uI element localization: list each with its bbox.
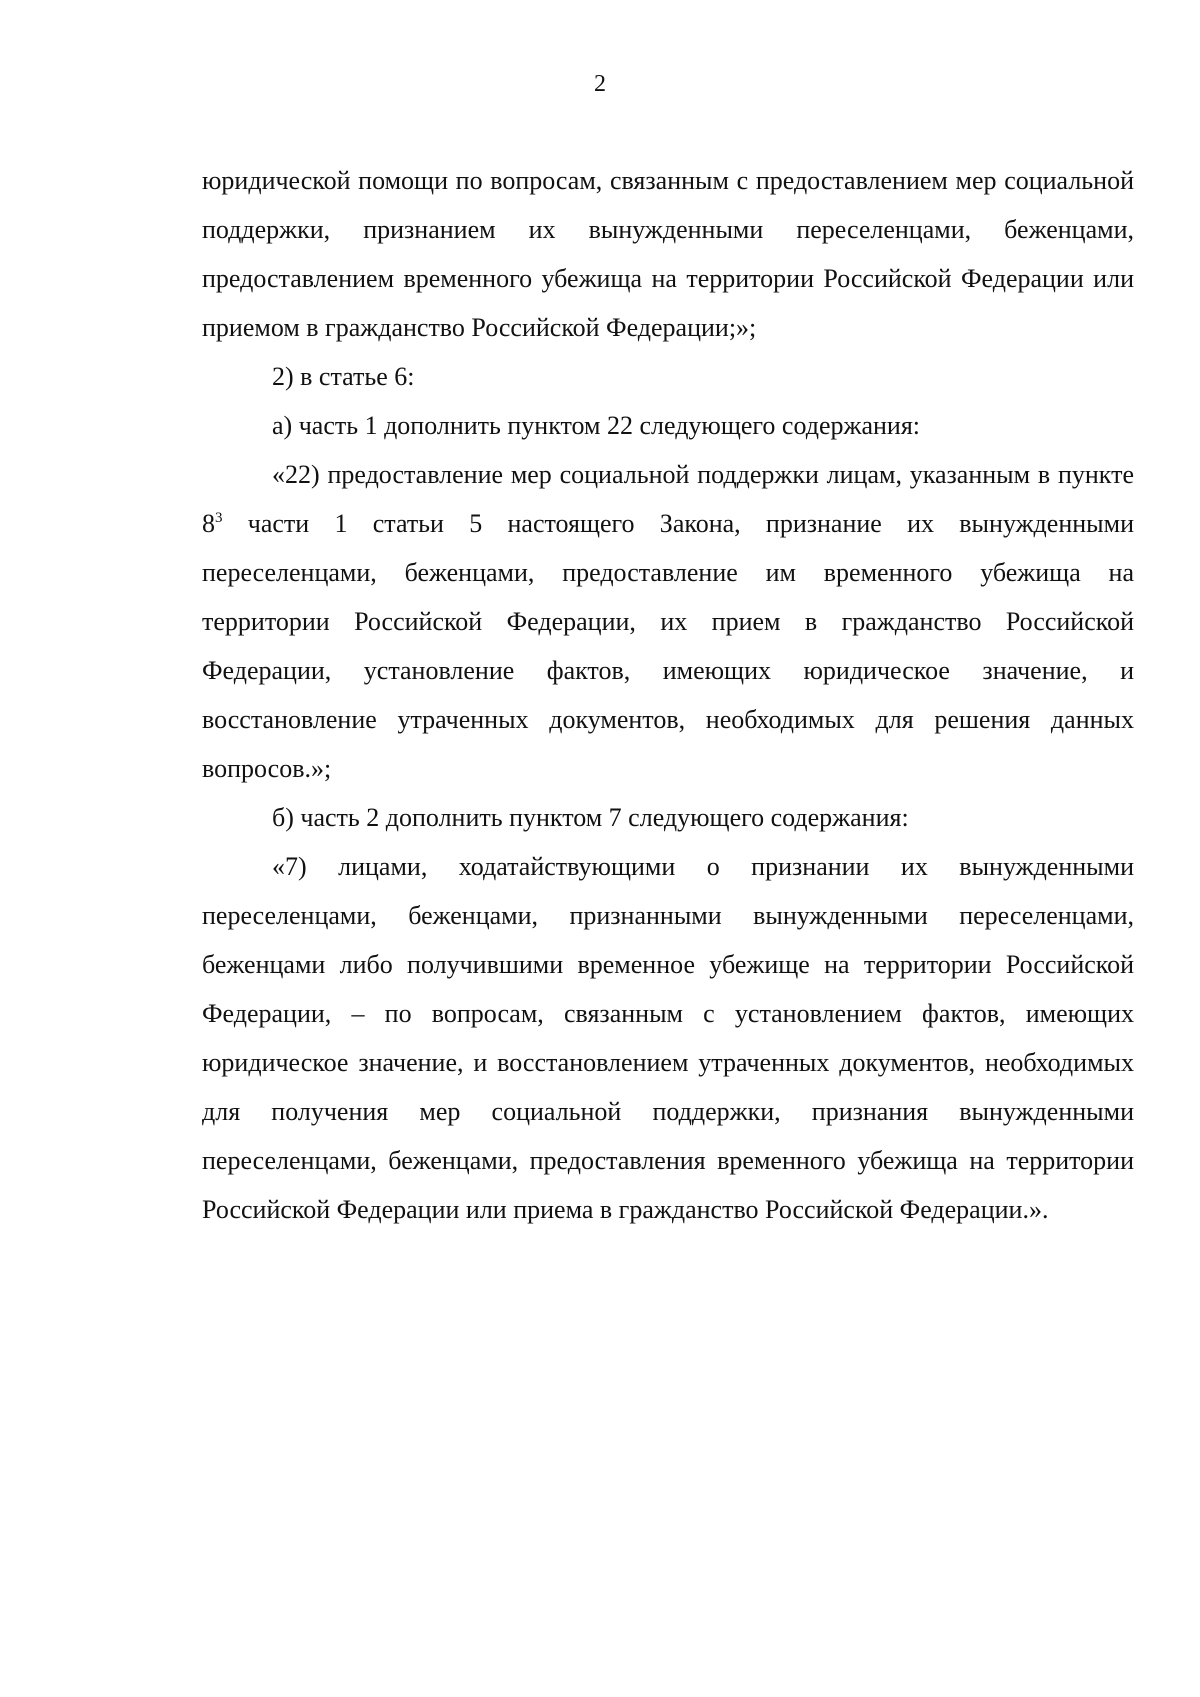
paragraph-continuation: юридической помощи по вопросам, связанным с предоставлением мер социальной поддержки, признанием их вынужденными переселенцами, беженцами, предоставлением временного убежища на территории Российской Федерации или приемом в гражданство Российской Федерации;»; xyxy=(202,166,1134,342)
page-number: 2 xyxy=(594,71,606,97)
superscript-3: 3 xyxy=(215,510,223,526)
document-body xyxy=(202,156,1134,1234)
paragraph-part-1-amendment: а) часть 1 дополнить пунктом 22 следующего содержания: xyxy=(272,411,921,440)
paragraph-part-2-amendment: б) часть 2 дополнить пунктом 7 следующего содержания: xyxy=(272,803,909,832)
paragraph-item-22 xyxy=(202,450,1134,793)
paragraph-article-6: 2) в статье 6: xyxy=(272,362,415,391)
item-22-text-end: части 1 статьи 5 настоящего Закона, признание их вынужденными переселенцами, беженцами, предоставление им временного убежища на территории Российской Федерации, их прием в гражданство Российской Федерации, установление фактов, имеющих юридическое значение, и восстановление утраченных документов, необходимых для решения данных вопросов.»; xyxy=(202,509,1134,783)
paragraph-item-7: «7) лицами, ходатайствующими о признании их вынужденными переселенцами, беженцами, признанными вынужденными переселенцами, беженцами либо получившими временное убежище на территории Российской Федерации, – по вопросам, связанным с установлением фактов, имеющих юридическое значение, и восстановлением утраченных документов, необходимых для получения мер социальной поддержки, признания вынужденными переселенцами, беженцами, предоставления временного убежища на территории Российской Федерации или приема в гражданство Российской Федерации.». xyxy=(202,852,1134,1224)
item-22-text-start: «22) предоставление мер социальной поддержки лицам, указанным в пункте 8 xyxy=(202,460,1134,538)
